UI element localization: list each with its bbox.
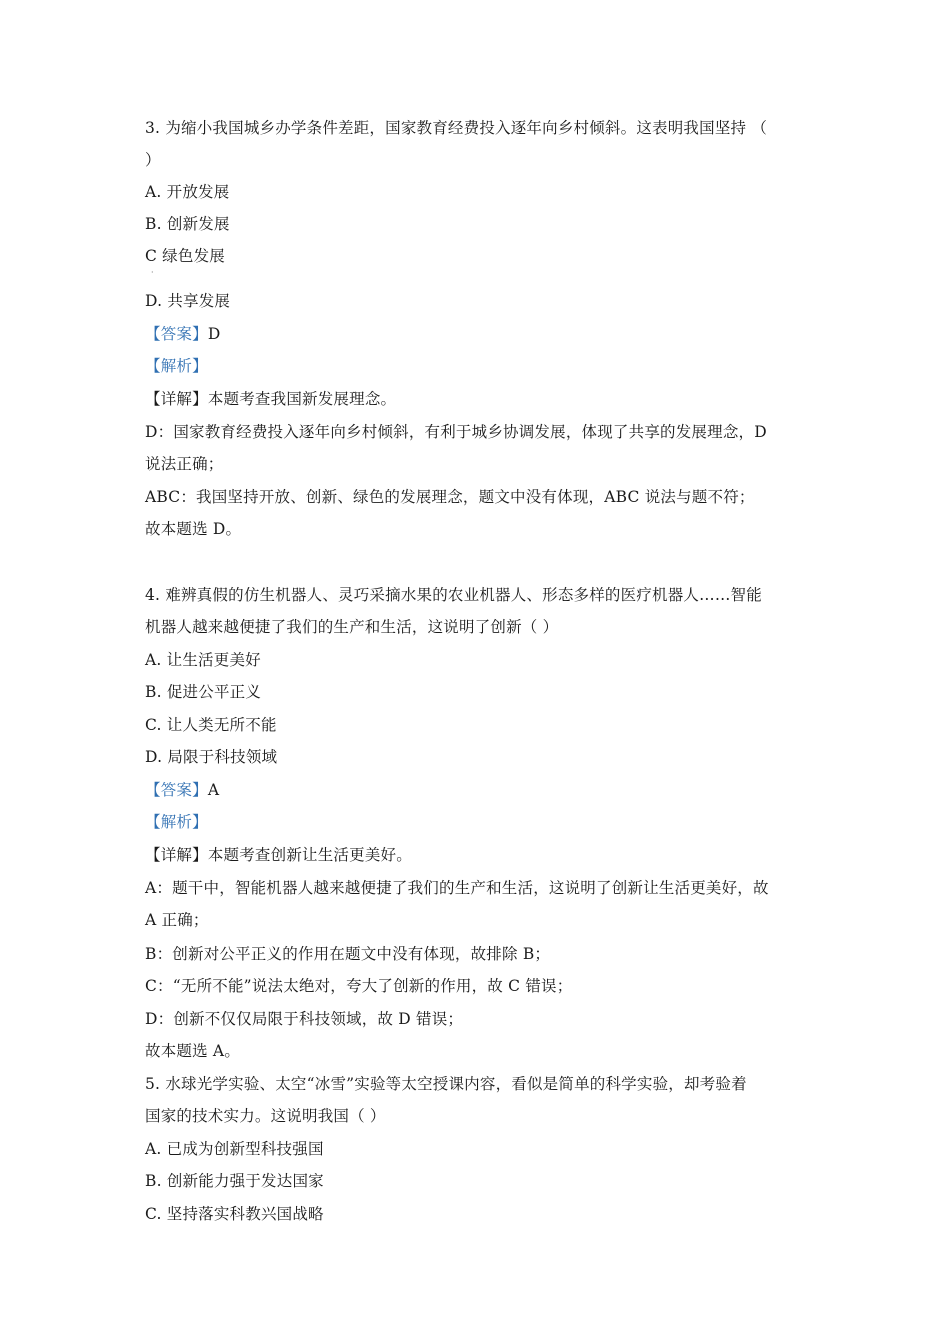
q4-detail-text: 本题考查创新让生活更美好。 bbox=[207, 846, 412, 864]
q4-explanation-a-line2: A 正确； bbox=[145, 911, 209, 929]
q3-explanation-d-line2: 说法正确； bbox=[145, 455, 224, 473]
q4-explanation-a-line1: A：题干中，智能机器人越来越便捷了我们的生产和生活，这说明了创新让生活更美好，故 bbox=[145, 879, 769, 897]
q5-stem-line1: 5. 水球光学实验、太空“冰雪”实验等太空授课内容，看似是简单的科学实验，却考验着 bbox=[145, 1075, 747, 1093]
q4-explanation-b: B：创新对公平正义的作用在题文中没有体现，故排除 B； bbox=[145, 945, 551, 963]
q3-analysis-tag: 【解析】 bbox=[145, 357, 208, 375]
q3-stem-line2: ） bbox=[145, 151, 161, 169]
q4-stem-line2: 机器人越来越便捷了我们的生产和生活，这说明了创新（ ） bbox=[145, 618, 559, 636]
q3-explanation-d-line1: D：国家教育经费投入逐年向乡村倾斜，有利于城乡协调发展，体现了共享的发展理念，D bbox=[145, 423, 767, 441]
q4-answer bbox=[145, 780, 219, 800]
q3-detail-text: 本题考查我国新发展理念。 bbox=[207, 390, 397, 408]
q4-analysis-tag: 【解析】 bbox=[145, 813, 208, 831]
q3-answer-tag: 【答案】 bbox=[145, 325, 208, 343]
q3-conclusion: 故本题选 D。 bbox=[145, 520, 242, 538]
q4-answer-value: A bbox=[207, 781, 220, 799]
q4-option-c: C. 让人类无所不能 bbox=[145, 716, 277, 734]
q4-conclusion: 故本题选 A。 bbox=[145, 1042, 241, 1060]
q5-option-a: A. 已成为创新型科技强国 bbox=[145, 1140, 324, 1158]
q5-option-b: B. 创新能力强于发达国家 bbox=[145, 1172, 324, 1190]
q4-option-d: D. 局限于科技领域 bbox=[145, 748, 278, 766]
q5-option-c: C. 坚持落实科教兴国战略 bbox=[145, 1205, 324, 1223]
q3-answer-value: D bbox=[207, 325, 221, 343]
q4-option-a: A. 让生活更美好 bbox=[145, 651, 261, 669]
q3-option-a: A. 开放发展 bbox=[145, 183, 230, 201]
q3-explanation-abc: ABC：我国坚持开放、创新、绿色的发展理念，题文中没有体现，ABC 说法与题不符； bbox=[145, 488, 755, 506]
q3-option-c-mark: · bbox=[151, 268, 154, 277]
q4-explanation-c: C：“无所不能”说法太绝对，夸大了创新的作用，故 C 错误； bbox=[145, 977, 573, 995]
q3-option-c: C 绿色发展 bbox=[145, 247, 225, 265]
q3-detail-tag: 【详解】 bbox=[145, 390, 208, 408]
q3-option-d: D. 共享发展 bbox=[145, 292, 231, 310]
q5-stem-line2: 国家的技术实力。这说明我国（ ） bbox=[145, 1107, 386, 1125]
q4-answer-tag: 【答案】 bbox=[145, 781, 208, 799]
q4-detail-tag: 【详解】 bbox=[145, 846, 208, 864]
q4-detail bbox=[145, 845, 412, 865]
q3-stem-line1: 3. 为缩小我国城乡办学条件差距，国家教育经费投入逐年向乡村倾斜。这表明我国坚持 （ bbox=[145, 119, 768, 137]
q3-detail bbox=[145, 389, 396, 409]
q4-explanation-d: D：创新不仅仅局限于科技领域，故 D 错误； bbox=[145, 1010, 464, 1028]
q3-answer bbox=[145, 324, 220, 344]
q4-stem-line1: 4. 难辨真假的仿生机器人、灵巧采摘水果的农业机器人、形态多样的医疗机器人……智能 bbox=[145, 586, 762, 604]
q3-option-b: B. 创新发展 bbox=[145, 215, 230, 233]
q4-option-b: B. 促进公平正义 bbox=[145, 683, 262, 701]
